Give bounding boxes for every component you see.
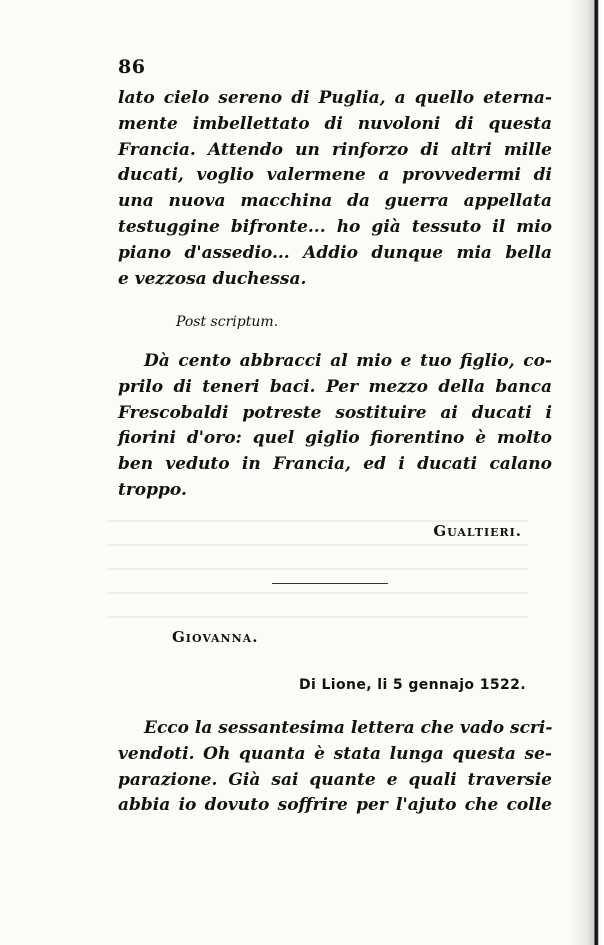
page-number: 86 xyxy=(118,56,146,78)
text-line: ben veduto in Francia, ed i ducati calano xyxy=(118,454,552,475)
text-line: abbia io dovuto soffrire per l'ajuto che colle xyxy=(118,795,552,816)
text-line: parazione. Già sai quante e quali traversie xyxy=(118,769,552,790)
text-line: e vezzosa duchessa. xyxy=(118,268,307,289)
text-line: Francia. Attendo un rinforzo di altri mille xyxy=(118,139,552,160)
text-line: ducati, voglio valermene a provvedermi di xyxy=(118,165,552,186)
text-line: Frescobaldi potreste sostituire ai ducati i xyxy=(118,402,552,423)
dateline: Di Lione, li 5 gennajo 1522. xyxy=(298,677,526,693)
text-line: Ecco la sessantesima lettera che vado scri- xyxy=(144,718,553,738)
text-line: vendoti. Oh quanta è stata lunga questa se- xyxy=(118,743,552,764)
section-divider xyxy=(272,583,388,584)
text-line: fiorini d'oro: quel giglio fiorentino è molto xyxy=(118,428,552,449)
text-line: Dà cento abbracci al mio e tuo figlio, co- xyxy=(144,351,552,371)
addressee: Giovanna. xyxy=(172,628,259,646)
signature: Gualtieri. xyxy=(433,522,522,540)
text-line: una nuova macchina da guerra appellata xyxy=(118,191,552,212)
letter-one-body xyxy=(118,86,552,292)
text-line: lato cielo sereno di Puglia, a quello eterna- xyxy=(118,88,552,108)
postscript-heading: Post scriptum. xyxy=(176,314,279,330)
book-spine-shadow xyxy=(570,0,604,945)
postscript-body xyxy=(118,349,552,504)
text-line: prilo di teneri baci. Per mezzo della banca xyxy=(118,376,552,397)
text-line: troppo. xyxy=(118,479,187,500)
text-line: piano d'assedio... Addio dunque mia bella xyxy=(118,242,552,263)
letter-two-body xyxy=(118,716,552,819)
text-line: mente imbellettato di nuvoloni di questa xyxy=(118,113,552,134)
text-line: testuggine bifronte... ho già tessuto il mio xyxy=(118,216,552,237)
